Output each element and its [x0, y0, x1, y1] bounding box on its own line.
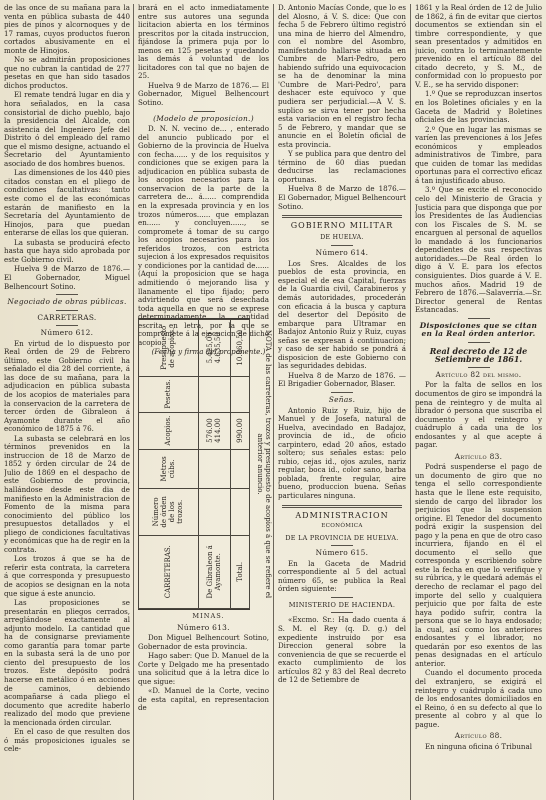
table-header-row — [139, 320, 199, 609]
article-heading: Artículo 82 del mismo. — [435, 369, 522, 379]
paragraph: 2.º Que en lugar las mismas se varíen las prevenciones á los Jefes económicos y empleados administrativos de Timbre, para que cuiden de tomar las medidas oportunas para el correctivo eficaz á tan injustificado abuso. — [415, 124, 542, 185]
column-3 — [278, 4, 406, 800]
separator — [331, 545, 353, 546]
paragraph: de las once de su mañana para la venta en pública subasta de 440 pies de pinos y alcornoques y de 17 ramas, cuyos productos fueron cortados abusivamente en el monte de Hinojos. — [4, 4, 130, 55]
column-4 — [415, 4, 542, 800]
table-row — [198, 320, 230, 609]
paragraph: D. N. N. vecino de... , enterado del anuncio publicado por el Gobierno de la provincia de Huelva con fecha...... y de los requisitos y condiciones que se exigen para la adjudicacion en pública subasta de los acopios necesarios para la conservacion de la parte de la carretera de... á...... comprendida en la expresada provincia y en los trozos números...... que emplazan en...... y concluyen......, se compromete á tomar de su cargo los acopios necesarios para los referidos trozos, con estricta sujecion á los expresados requisitos y condiciones por la cantidad de...... (Aquí la proposicion que se haga admitiendo ó mejorando lisa y llanamente el tipo fijado; pero advirtiendo que será desechada toda aquella en que no se exprese determinadamente la cantidad escrita en letra, por la que se compromete á la ejecucion de dicho acopio. — [138, 124, 269, 347]
table-cell — [198, 412, 230, 449]
paragraph: La subasta se celebrará en los términos prevenidos en la instruccion de 18 de Marzo de 1852 y órden circular de 24 de Julio de 1869 en el despacho de este Gobierno de provincia, hallándose desde este dia de manifiesto en la Administracion de Fomento de la misma para conocimiento del público los presupuestos detallados y el pliego de condiciones facultativas y económicas que ha de regir en la contrata. — [4, 433, 130, 554]
separator — [468, 367, 490, 368]
separator — [331, 612, 353, 613]
paragraph: Por la falta de sellos en los documentos de giro se impondrá la pena de reintegro y de multa al librador ó persona que suscriba el documento y el reintegro y cuádruplo á cada una de los endosantes y al que acepte á pagar. — [415, 380, 542, 450]
paragraph: «Excmo. Sr.: Ha dado cuenta á S. M. el Rey (q. D. g.) del expediente instruido por esa Direccion general sobre la conveniencia de que se recuerde el exacto cumplimiento de los artículos 82 y 83 del Real decreto de 12 de Setiembre de — [278, 615, 406, 685]
paragraph: En ninguna oficina ó Tribunal — [425, 741, 532, 751]
section-subheading: DE LA PROVINCIA DE HUELVA. — [285, 533, 399, 542]
table-header: Metros cúbs. — [139, 449, 199, 489]
paragraph: «D. Manuel de la Corte, vecino de esta capital, en representacion de — [138, 686, 269, 713]
table-cell — [198, 376, 230, 412]
separator — [331, 597, 353, 598]
paragraph: Y se publica para que dentro del término de 60 dias puedan deducirse las reclamaciones oportunas. — [278, 149, 406, 184]
section-heading: ADMINISTRACION — [295, 510, 389, 520]
signature: Huelva 9 de Marzo de 1876.— El Gobernador, Miguel Belhencourt Sotino. — [4, 264, 130, 291]
paragraph: Las dimensiones de los 440 pies citados constan en el pliego de condiciones facultativas: tanto este como el de las económicas estarán de manifiesto en la Secretaría del Ayuntamiento de Hinojos, para que puedan enterarse de ellas los que quieran. — [4, 168, 130, 238]
paragraph: En el caso de que resulten dos ó más proposiciones iguales se cele- — [4, 727, 130, 754]
double-rule — [282, 505, 402, 508]
article-heading: Artículo 88. — [454, 731, 503, 741]
notice-number: Número 615. — [315, 548, 369, 558]
double-rule — [282, 215, 402, 218]
separator — [56, 294, 78, 295]
table-cell — [198, 489, 230, 535]
separator — [468, 318, 490, 319]
subsection-heading: CARRETERAS. — [37, 312, 97, 322]
table-header: Presupuesto de acopios. — [139, 320, 199, 377]
paragraph: El remate tendrá lugar en dia y hora señalados, en la casa consistorial de dicho pueblo, bajo la presidencia del Alcalde, con asistencia del Ingeniero Jefe del Distrito ó del empleado del ramo que el mismo designe, actuando el Secretario del Ayuntamiento asociado de dos hombres buenos. — [4, 90, 130, 168]
separator — [331, 245, 353, 246]
paragraph: Hago saber: Que D. Manuel de la Corte y Delgado me ha presentado una solicitud que á la letra dice lo que sigue: — [138, 651, 269, 686]
subsection-heading: Señas. — [328, 394, 356, 404]
column-rule — [133, 4, 134, 800]
separator — [193, 111, 215, 112]
table-cell: 10.060,50 — [231, 320, 250, 377]
ministry-heading: MINISTERIO DE HACIENDA. — [288, 600, 396, 609]
table-note — [252, 320, 272, 608]
section-heading: GOBIERNO MILITAR — [290, 221, 394, 231]
paragraph: 1.º Que se reproduzcan insertos en los Boletines oficiales y en la Gaceta de Madrid y Boletines oficiales de las provincias. — [415, 89, 542, 125]
paragraph: Don Miguel Belhencourt Sotino, Gobernador de esta provincia. — [138, 633, 269, 651]
notice-number: Número 613. — [177, 622, 230, 632]
section-heading: Disposiciones que se citan en la Real órden anterior. — [419, 320, 538, 339]
table-cell: 990.00 — [231, 412, 250, 449]
minas-heading: MINAS. — [192, 612, 225, 620]
paragraph: No se admitirán proposiciones que no cubran la cantidad de 277 pesetas en que han sido tasados dichos productos. — [4, 55, 130, 90]
paragraph: Antonio Ruiz y Ruiz, hijo de Manuel y de Josefa, natural de Huelva, avecindado en Badajoz, provincia de id., de oficio carpintero, edad 20 años, estado soltero; sus señales estas: pelo rubio, cejas id., ojos azules, nariz regular, boca id., color sano, barba poblada, frente regular, aire bueno, produccion buena. Señas particulares ninguna. — [278, 405, 406, 500]
table-header: CARRETERAS. — [139, 535, 199, 608]
paragraph: La subasta se producirá efecto hasta que haya sido aprobada por este Gobierno civil. — [4, 237, 130, 264]
signature: Huelva 8 de Marzo de 1876.— El Gobernador, Miguel Belhencourt Sotino. — [278, 184, 406, 211]
paragraph: Cuando el documento proceda del extranjero, se exigirá el reintegro y cuádruplo á cada uno de los endosantes domiciliados en el Reino, ó en su defecto al que lo presente al cobro y al que lo pague. — [415, 668, 542, 729]
table-header: Acopios. — [139, 412, 199, 449]
section-subheading: DE HUELVA. — [320, 233, 364, 241]
section-subheading: ECONÓMICA — [321, 523, 363, 530]
separator — [331, 392, 353, 393]
column-rule — [410, 4, 411, 800]
table-cell — [198, 449, 230, 489]
decree-heading: Real decreto de 12 de Setiembre de 1861. — [429, 345, 528, 365]
table-note-text: NOTA de las carreteras, trozos y presupuesto de acopios á que se refiere el anterior anuncio. — [256, 329, 272, 599]
separator — [56, 325, 78, 326]
table-header: Pesetas. — [139, 376, 199, 412]
signature: Huelva 8 de Marzo de 1876. —El Brigadier Gobernador, Blaser. — [278, 370, 406, 389]
table-cell-value: 414.00 — [214, 418, 223, 443]
section-heading: Negociado de obras públicas. — [7, 297, 127, 307]
table-header: Número de órden de los trozos. — [139, 489, 199, 535]
table-cell — [231, 376, 250, 412]
date-signature-line: (Fecha y firma del proponente.) — [151, 347, 266, 357]
paragraph: D. Antonio Macías Conde, que lo es del Alosno, á V. S. dice: Que con fecha 5 de Febrero último registró una mina de hierro del Almendro, con el nombre del Asombro, manifestando hallarse situada en Cumbre de Mari-Pedro, pero habiendo sufrido una equivocacion se ha de denominar la mina 'Cumbre de Mari-Pedro', para deshacer este equívoco y que pudiera ser perjudicial.—A V. S. suplico se sirva tener por hecha esta variacion en el registro fecha 5 de Febrero, y mandar que se anuncie en el Boletín oficial de esta provincia. — [278, 4, 406, 149]
table-cell-value: 576.00 — [206, 418, 215, 443]
paragraph: En virtud de lo dispuesto por Real órden de 29 de Febrero último, este Gobierno civil ha señalado el dia 28 del corriente, á las doce de su mañana, para la adjudicacion en pública subasta de los acopios de materiales para la conservacion de la carretera de tercer órden de Gibraleon á Ayamonte durante el año económico de 1875 á 76. — [4, 338, 130, 434]
column-2-bottom — [138, 612, 269, 800]
notice-number: Número 612. — [40, 328, 94, 338]
table-cell: 5.425,00 4.635,50 — [198, 320, 230, 377]
table-cell — [231, 489, 250, 535]
table-cell: De Gibraleon á Ayamonte. — [198, 535, 230, 608]
paragraph: Los Sres. Alcaldes de los pueblos de esta provincia, en especial el de esa Capital, fuerzas de la Guardia civil, Carabineros y demás autoridades, procederán con eficacia á la busca y captura del desertor del Depósito de embarque para Ultramar en Badajoz Antonio Ruiz y Ruiz, cuyas señas se expresan á continuacion; y caso de ser habido se pondrá á disposicion de este Gobierno con las seguridades debidas. — [278, 258, 406, 371]
column-1 — [4, 4, 130, 800]
column-rule — [273, 4, 274, 800]
separator — [56, 310, 78, 311]
section-heading: (Modelo de proposicion.) — [153, 113, 254, 123]
notice-number: Número 614. — [315, 248, 369, 258]
article-heading: Artículo 83. — [454, 451, 503, 461]
table-cell — [231, 449, 250, 489]
acopios-table-grid — [138, 319, 250, 609]
paragraph: Podrá suspenderse el pago de un documento de giro que no tenga el sello correspondiente hasta que le llene este requisito, siendo de cargo del librador los perjuicios que la suspension origine. El Tenedor del documento podrá exigir la suspension del pago y la pena en que de otro caso incurriera, fijando en él el documento el sello que corresponda y escribiendo sobre este la fecha en que lo verifique y su rúbrica, y le quedará además el derecho de reclamar el pago del importe del sello y cualquiera perjuicio que por falta de este haya podido sufrir, contra la persona que se lo haya endosado; la cual, así como los anteriores endosantes y el librador, no quedarán por eso exentos de las penas designadas en el artículo anterior. — [415, 462, 542, 668]
paragraph: Los trozos á que se ha de referir esta contrata, la carretera á que corresponda y presupuesto de acopios se designan en la nota que sigue á este anuncio. — [4, 554, 130, 598]
paragraph: Las proposiciones se presentarán en pliegos cerrados, arreglándose exactamente al adjunto modelo. La cantidad que ha de consignarse previamente como garantía para tomar parte en la subasta será la de uno por ciento del presupuesto de los trozos. Este depósito podrá hacerse en metálico ó en acciones de caminos, debiendo acompañarse á cada pliego el documento que acredite haberlo realizado del modo que previene la mencionada órden circular. — [4, 598, 130, 727]
paragraph: brará en el acto inmediatamente entre sus autores una segunda licitacion abierta en los términos prescritos por la citada instruccion, fijándose la primera puja por lo menos en 125 pesetas y quedando las demás á voluntad de los licitadores con tal que no bajen de 25. — [138, 4, 269, 81]
acopios-table — [138, 318, 250, 610]
table-cell: Total. — [231, 535, 250, 608]
table-row — [231, 320, 250, 609]
paragraph: 3.º Que se excite el reconocido celo del Ministerio de Gracia y Justicia para que disponga que por los Presidentes de las Audiencias con los Fiscales de S. M. se encarguen al personal de aquellos lo mandado á los funcionarios dependientes de sus respectivas autoridades.—De Real órden lo digo á V. E. para los efectos consiguientes. Dios guarde á V. E. muchos años. Madrid 19 de Febrero de 1876.—Salaverría.—Sr. Director general de Rentas Estancadas. — [415, 185, 542, 315]
paragraph: 1861 y la Real órden de 12 de Julio de 1862, á fin de evitar que ciertos documentos se extiendan sin el timbre correspondiente, y que sean presentados y admitidos en juicio, contra lo terminantemente prevenido en el artículo 88 del citado decreto, y S. M., de conformidad con lo propuesto por V. E., se ha servido disponer: — [415, 4, 542, 89]
separator — [468, 342, 490, 343]
paragraph: En la Gaceta de Madrid correspondiente al 5 del actual número 65, se publica la Real órden siguiente: — [278, 558, 406, 594]
signature: Huelva 9 de Marzo de 1876.— El Gobernador, Miguel Belhencourt Sotino. — [138, 80, 269, 108]
